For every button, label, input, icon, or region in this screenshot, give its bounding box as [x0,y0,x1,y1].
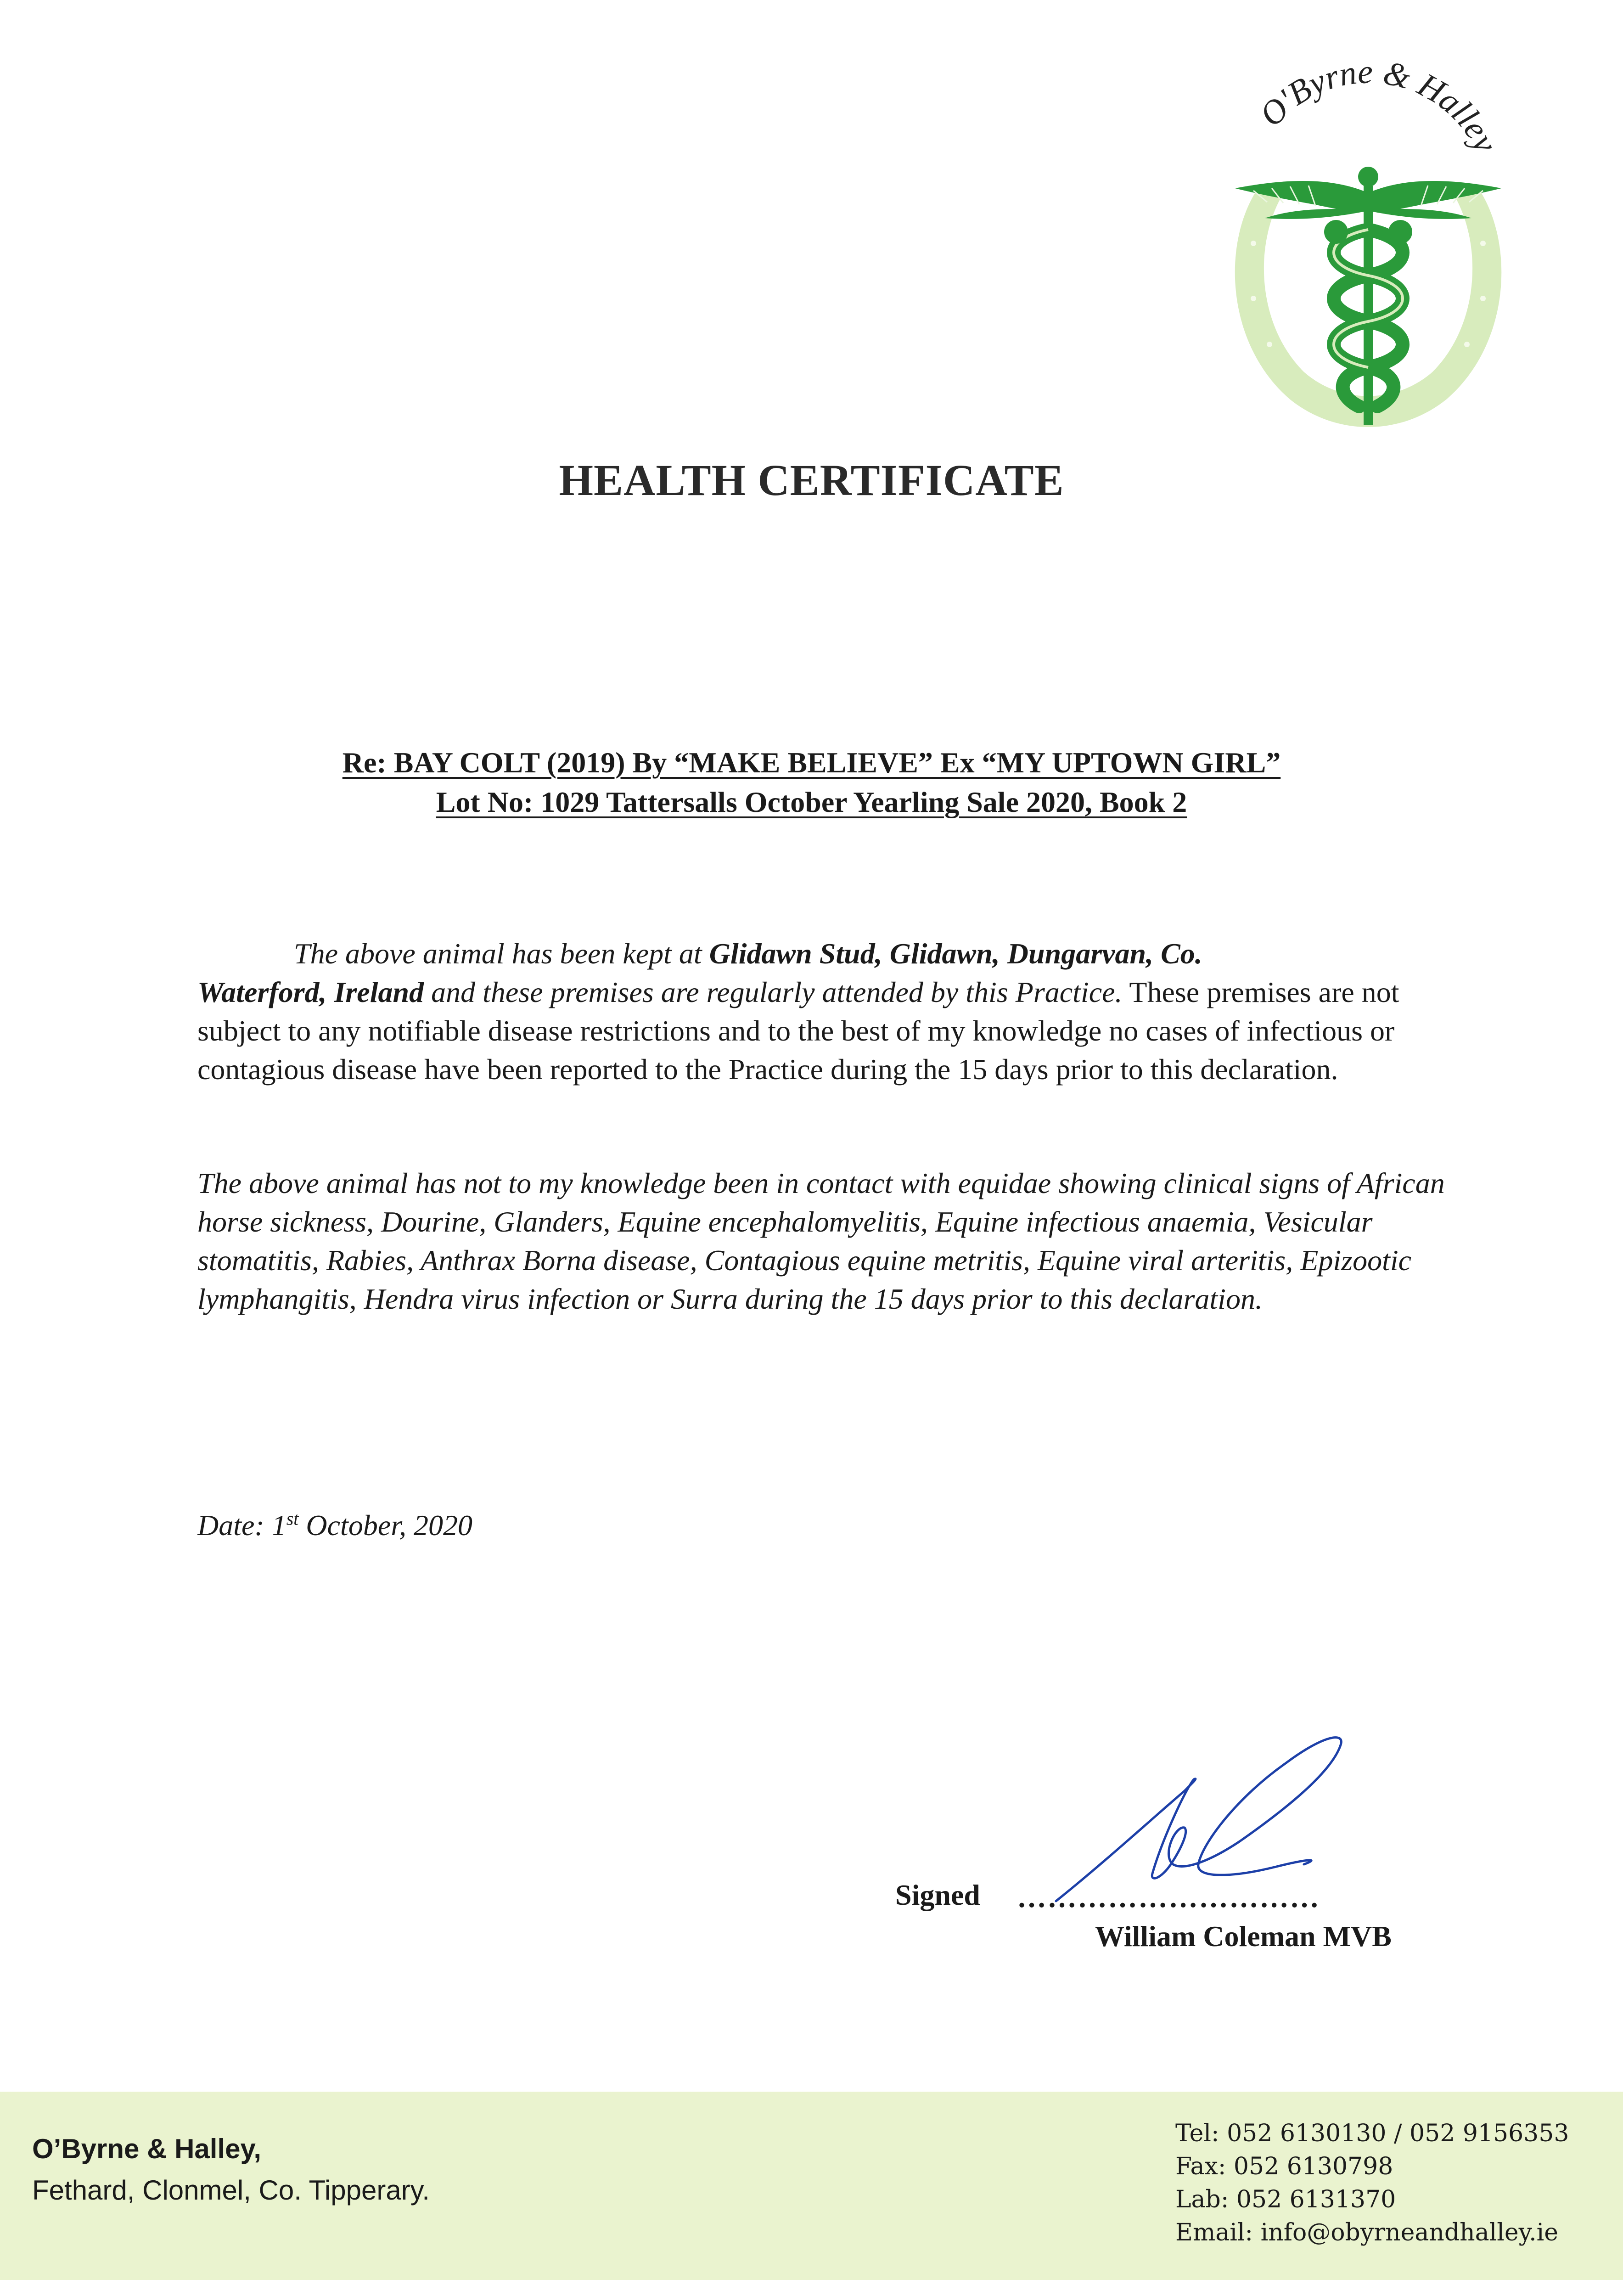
certificate-date [197,1508,472,1542]
page-title: HEALTH CERTIFICATE [559,456,1064,505]
footer-contacts [1175,2117,1569,2249]
company-logo [1185,51,1552,445]
footer [0,2092,1623,2280]
premises-paragraph [197,934,1446,1089]
footer-lab: Lab: 052 6131370 [1175,2186,1396,2213]
premises-location-line-2: Waterford, Ireland [197,976,424,1008]
footer-tel: Tel: 052 6130130 / 052 9156353 [1175,2120,1569,2147]
subject-line-1: Re: BAY COLT (2019) By “MAKE BELIEVE” Ex “MY UPTOWN GIRL” [342,746,1281,779]
footer-email: Email: info@obyrneandhalley.ie [1175,2219,1559,2246]
disease-contact-paragraph: The above animal has not to my knowledge been in contact with equidae showing clinical signs of African horse sickness, Dourine, Glanders, Equine encephalomyelitis, Equine infectious anaemia, Vesicular stomatitis, Rabies, Anthrax Borna disease, Contagious equine metritis, Equine viral arteritis, Epizootic lymphangitis, Hendra virus infection or Surra during the 15 days prior to this declaration. [197,1167,1445,1315]
date-suffix: st [286,1508,299,1529]
signed-label: Signed [895,1879,980,1911]
premises-declaration: These premises are not subject to any notifiable disease restrictions and to the best of my knowledge no cases of infectious or contagious disease have been reported to the Practice during the 15 days prior to this declaration. [197,976,1399,1086]
subject-line-2: Lot No: 1029 Tattersalls October Yearling Sale 2020, Book 2 [436,786,1187,818]
svg-text:O'Byrne & Halley: O'Byrne & Halley [1252,53,1505,158]
premises-intro: The above animal has been kept at [294,937,709,970]
signer-name: William Coleman MVB [1095,1920,1392,1953]
date-rest: October, 2020 [298,1509,473,1542]
signature-line: ………………………… [1017,1881,1320,1913]
subject-block [0,743,1623,822]
caduceus-horseshoe-icon [1185,51,1552,445]
premises-location-line-1: Glidawn Stud, Glidawn, Dungarvan, Co. [709,937,1202,970]
footer-firm-name: O’Byrne & Halley, [32,2133,262,2164]
footer-address [32,2128,430,2211]
footer-address-line: Fethard, Clonmel, Co. Tipperary. [32,2175,430,2206]
footer-fax: Fax: 052 6130798 [1175,2153,1393,2180]
premises-attended: and these premises are regularly attended by this Practice. [424,976,1123,1008]
date-day: 1 [271,1509,286,1542]
date-label: Date: [197,1509,272,1542]
